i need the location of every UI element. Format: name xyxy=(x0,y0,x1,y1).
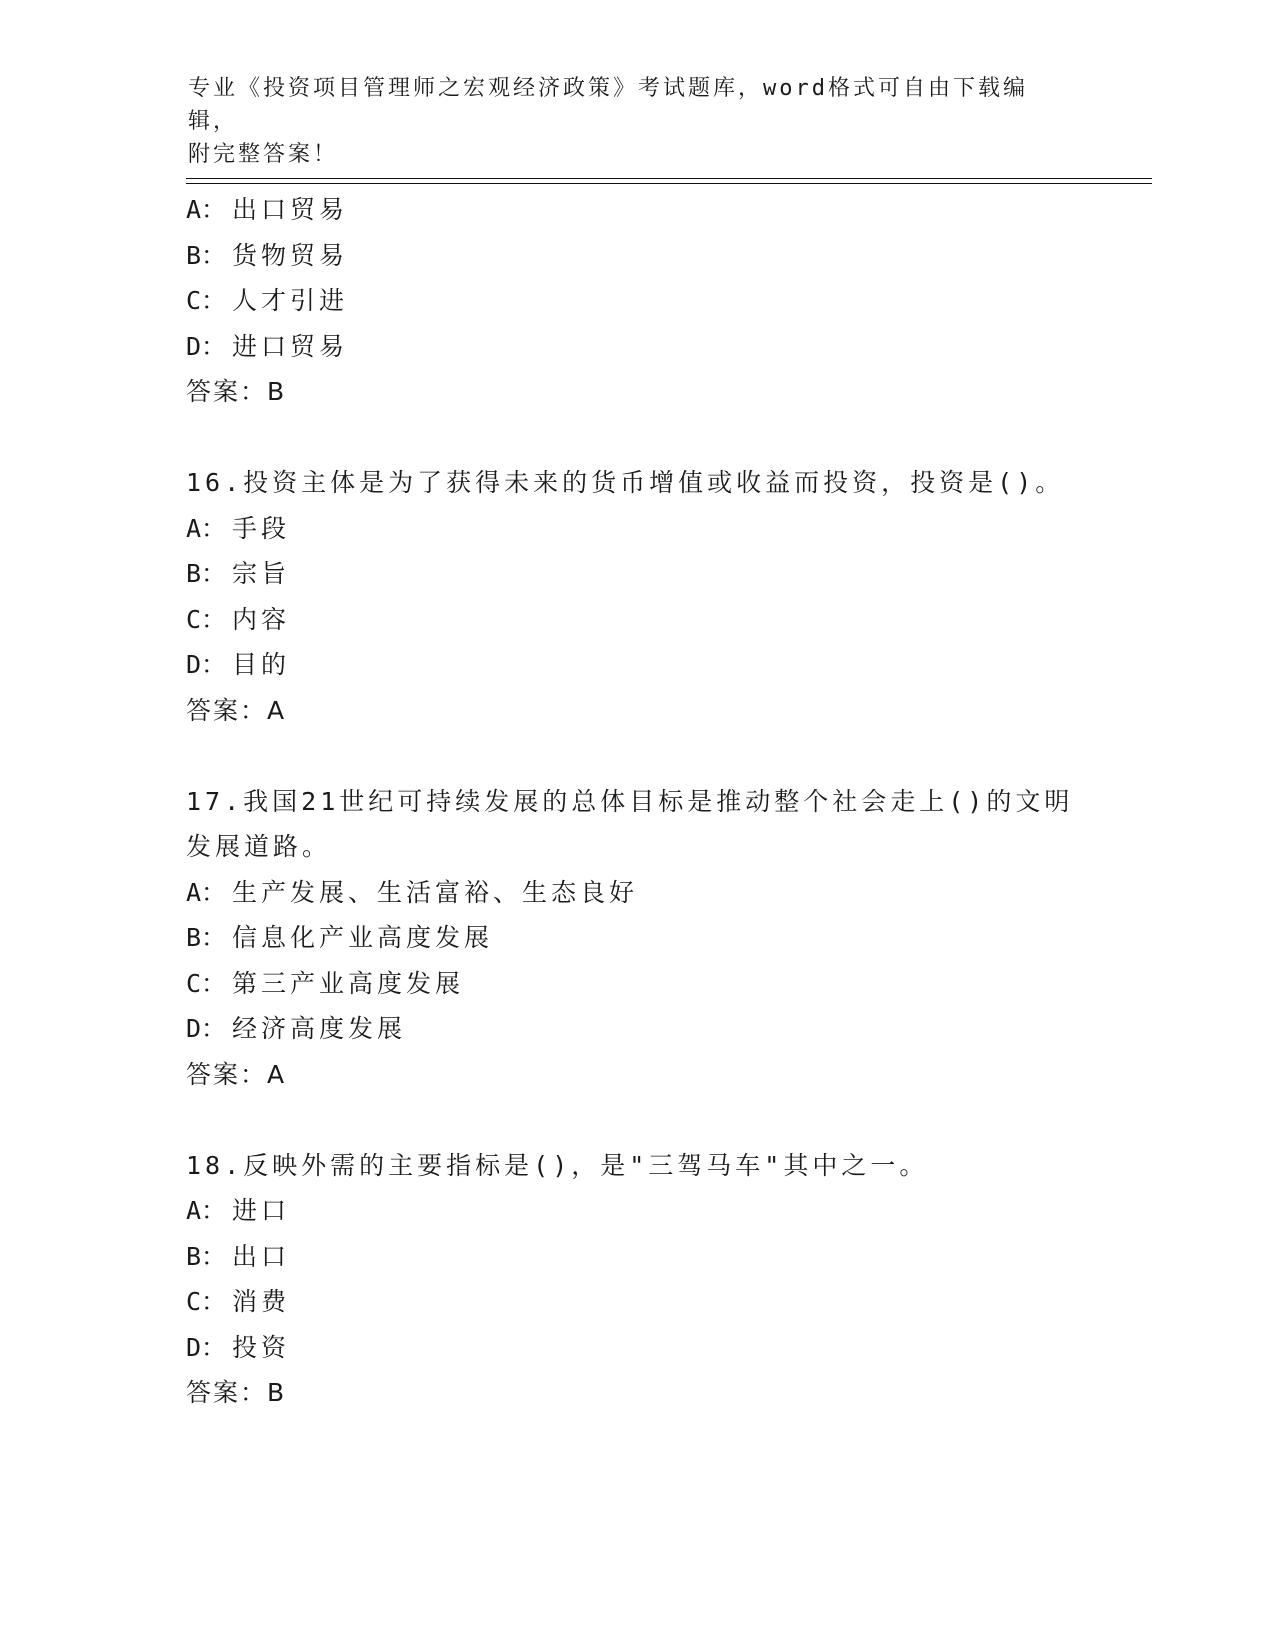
option-text: 内容 xyxy=(232,604,291,634)
option-key: C： xyxy=(186,604,227,634)
question-18 xyxy=(186,1143,1106,1416)
option-d xyxy=(186,324,1106,370)
option-key: B： xyxy=(186,240,227,270)
question-text: 16.投资主体是为了获得未来的货币增值或收益而投资，投资是()。 xyxy=(186,468,1065,497)
option-text: 宗旨 xyxy=(232,559,291,588)
question-text: 18.反映外需的主要指标是()，是"三驾马车"其中之一。 xyxy=(186,1150,929,1180)
option-key: B： xyxy=(186,559,227,588)
option-key: D： xyxy=(186,331,227,361)
option-a xyxy=(186,870,1106,916)
answer-line: 答案：B xyxy=(186,1378,287,1407)
option-text: 消费 xyxy=(232,1287,291,1316)
option-text: 出口 xyxy=(232,1241,291,1271)
option-key: B： xyxy=(186,1241,227,1271)
header-line-2: 附完整答案！ xyxy=(188,142,339,167)
question-text: 17.我国21世纪可持续发展的总体目标是推动整个社会走上()的文明 xyxy=(186,786,1074,816)
option-key: D： xyxy=(186,1014,227,1043)
option-text: 手段 xyxy=(232,513,291,543)
question-list xyxy=(186,187,1106,1416)
option-d xyxy=(186,642,1106,688)
option-text: 经济高度发展 xyxy=(232,1014,407,1043)
option-text: 进口 xyxy=(232,1196,291,1225)
option-text: 第三产业高度发展 xyxy=(232,968,465,998)
option-key: B： xyxy=(186,923,227,952)
answer-line: 答案：A xyxy=(186,1059,287,1089)
option-key: C： xyxy=(186,968,227,998)
option-text: 目的 xyxy=(232,650,291,679)
option-b xyxy=(186,1234,1106,1280)
question-17 xyxy=(186,779,1106,1098)
option-key: A： xyxy=(186,877,227,907)
option-text: 信息化产业高度发展 xyxy=(232,923,494,952)
option-key: D： xyxy=(186,1332,227,1362)
option-key: C： xyxy=(186,1287,227,1316)
option-text: 进口贸易 xyxy=(232,331,349,361)
option-key: D： xyxy=(186,650,227,679)
option-text: 投资 xyxy=(232,1332,291,1362)
option-key: A： xyxy=(186,513,227,543)
header-divider-top xyxy=(186,178,1152,179)
answer-line: 答案：B xyxy=(186,377,287,406)
partial-question xyxy=(186,187,1106,415)
option-text: 生产发展、生活富裕、生态良好 xyxy=(232,877,639,907)
header-divider-bottom xyxy=(186,183,1152,184)
document-header xyxy=(188,72,1068,171)
option-b xyxy=(186,233,1106,279)
option-d xyxy=(186,1006,1106,1052)
option-key: C： xyxy=(186,286,227,315)
option-c xyxy=(186,961,1106,1007)
header-line-1: 专业《投资项目管理师之宏观经济政策》考试题库，word格式可自由下载编辑， xyxy=(188,76,1028,134)
option-key: A： xyxy=(186,195,227,224)
option-a xyxy=(186,187,1106,233)
option-a xyxy=(186,1188,1106,1234)
question-text-continued: 发展道路。 xyxy=(186,832,332,861)
question-16 xyxy=(186,460,1106,733)
option-text: 出口贸易 xyxy=(232,195,349,224)
answer-line: 答案：A xyxy=(186,695,287,725)
option-c xyxy=(186,278,1106,324)
option-c xyxy=(186,1279,1106,1325)
option-c xyxy=(186,597,1106,643)
option-a xyxy=(186,506,1106,552)
option-d xyxy=(186,1325,1106,1371)
option-text: 货物贸易 xyxy=(232,240,349,270)
option-text: 人才引进 xyxy=(232,286,349,315)
option-b xyxy=(186,551,1106,597)
option-key: A： xyxy=(186,1196,227,1225)
option-b xyxy=(186,915,1106,961)
